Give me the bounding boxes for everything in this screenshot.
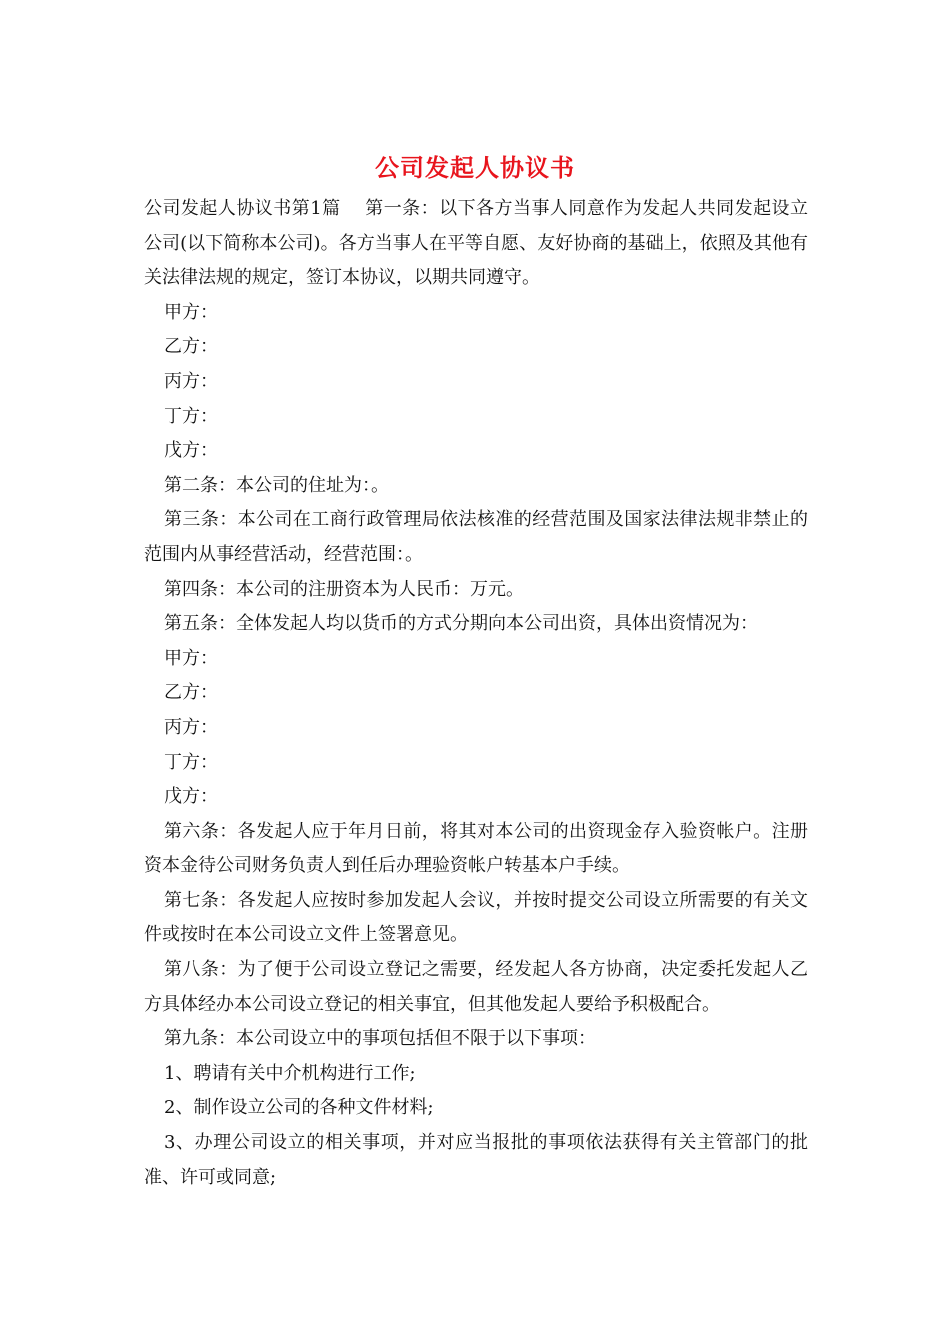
document-body bbox=[144, 192, 808, 1195]
paragraph: 1、聘请有关中介机构进行工作; bbox=[164, 1062, 416, 1084]
paragraph: 3、办理公司设立的相关事项，并对应当报批的事项依法获得有关主管部门的批准、许可或同意; bbox=[144, 1132, 808, 1188]
paragraph: 丙方： bbox=[164, 716, 218, 738]
paragraph: 第二条：本公司的住址为：。 bbox=[164, 474, 389, 496]
paragraph: 第七条：各发起人应按时参加发起人会议，并按时提交公司设立所需要的有关文件或按时在本公司设立文件上签署意见。 bbox=[144, 889, 808, 946]
paragraph: 第四条：本公司的注册资本为人民币：万元。 bbox=[164, 578, 524, 600]
paragraph: 乙方： bbox=[164, 682, 218, 704]
paragraph: 第三条：本公司在工商行政管理局依法核准的经营范围及国家法律法规非禁止的范围内从事经营活动，经营范围：。 bbox=[144, 509, 808, 565]
paragraph: 丁方： bbox=[164, 751, 218, 773]
paragraph: 丁方： bbox=[164, 405, 218, 427]
paragraph: 甲方： bbox=[164, 301, 218, 323]
paragraph: 戊方： bbox=[164, 786, 218, 808]
paragraph: 第五条：全体发起人均以货币的方式分期向本公司出资，具体出资情况为： bbox=[164, 613, 758, 635]
paragraph: 公司发起人协议书第1篇 第一条：以下各方当事人同意作为发起人共同发起设立公司(以下简称本公司)。各方当事人在平等自愿、友好协商的基础上，依照及其他有关法律法规的规定，签订本协议，以期共同遵守。 bbox=[144, 198, 808, 289]
paragraph: 乙方： bbox=[164, 336, 218, 358]
paragraph: 丙方： bbox=[164, 370, 218, 392]
document-title: 公司发起人协议书 bbox=[375, 153, 575, 182]
paragraph: 甲方： bbox=[164, 647, 218, 669]
paragraph: 戊方： bbox=[164, 440, 218, 462]
paragraph: 第八条：为了便于公司设立登记之需要，经发起人各方协商，决定委托发起人乙方具体经办本公司设立登记的相关事宜，但其他发起人要给予积极配合。 bbox=[144, 959, 808, 1015]
paragraph: 第九条：本公司设立中的事项包括但不限于以下事项： bbox=[164, 1028, 596, 1050]
paragraph: 第六条：各发起人应于年月日前，将其对本公司的出资现金存入验资帐户。注册资本金待公司财务负责人到任后办理验资帐户转基本户手续。 bbox=[144, 820, 808, 877]
paragraph: 2、制作设立公司的各种文件材料; bbox=[164, 1097, 434, 1119]
